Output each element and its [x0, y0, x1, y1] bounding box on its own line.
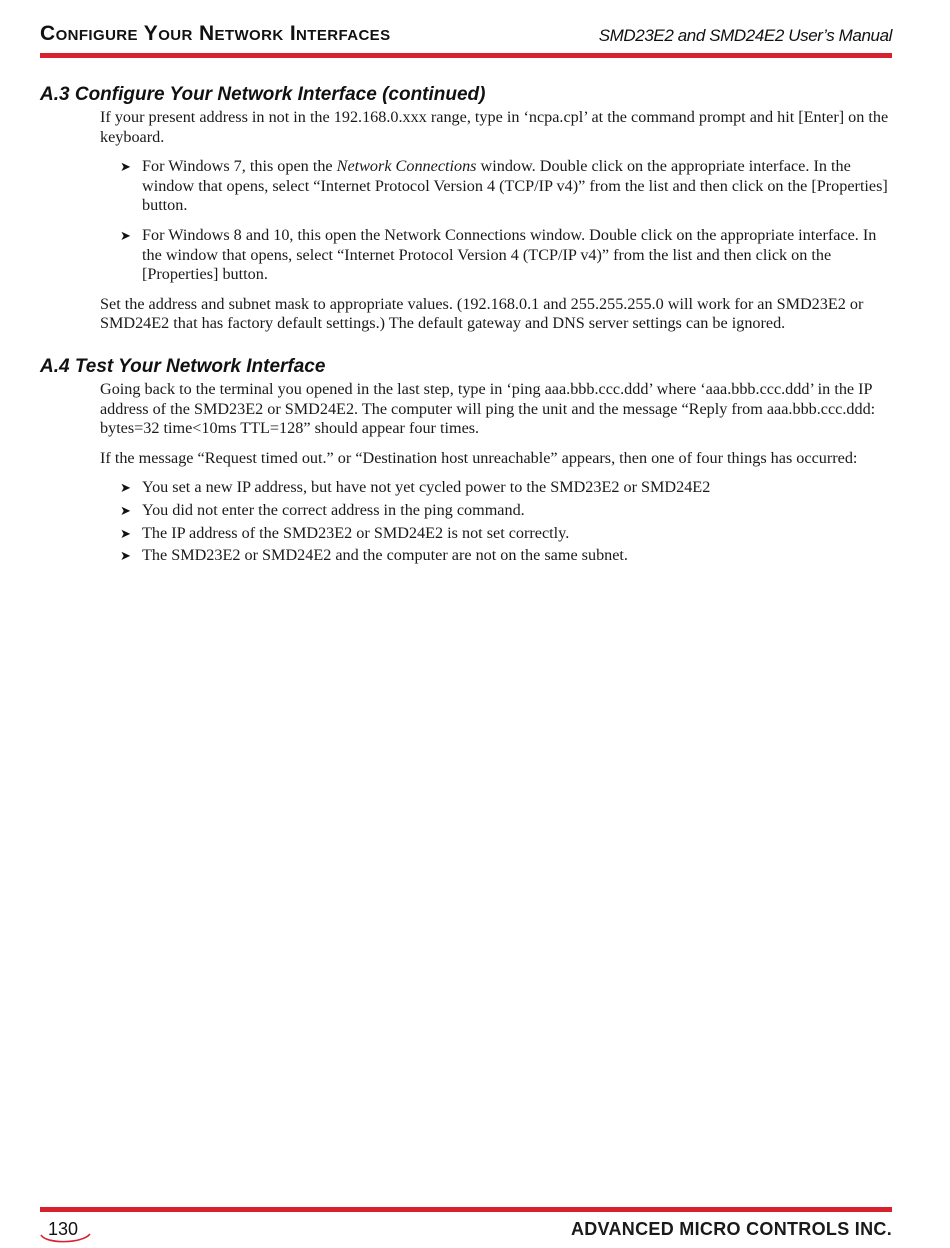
section-a3-heading: A.3 Configure Your Network Interface (continued) — [40, 84, 486, 105]
header-section-title: Configure Your Network Interfaces — [40, 22, 391, 45]
section-a3-body — [100, 108, 892, 334]
arrow-bullet-icon: ➤ — [120, 481, 131, 497]
section-a4-body — [100, 380, 892, 566]
bullet1-before: For Windows 7, this open the — [142, 157, 337, 176]
list-item-text: The SMD23E2 or SMD24E2 and the computer are not on the same subnet. — [142, 546, 628, 565]
section-a3-closing: Set the address and subnet mask to appropriate values. (192.168.0.1 and 255.255.255.0 will work for an SMD23E2 or SMD24E2 that has factory default settings.) The default gateway and DNS server settings can be ignored. — [100, 294, 864, 333]
arrow-bullet-icon: ➤ — [120, 526, 131, 542]
header-manual-title: SMD23E2 and SMD24E2 User’s Manual — [598, 26, 892, 45]
list-item-text: You did not enter the correct address in the ping command. — [142, 500, 525, 519]
section-a4-bullets — [100, 478, 892, 565]
section-a4-heading: A.4 Test Your Network Interface — [40, 355, 326, 377]
section-a4-para2: If the message “Request timed out.” or “Destination host unreachable” appears, then one of four things has occurred: — [100, 448, 858, 467]
arrow-bullet-icon: ➤ — [120, 503, 131, 519]
arrow-bullet-icon: ➤ — [120, 549, 131, 565]
section-gap — [40, 344, 892, 356]
arrow-bullet-icon: ➤ — [120, 160, 131, 176]
bullet1-emphasis: Network Connections — [336, 157, 477, 176]
list-item — [100, 157, 892, 216]
section-a4-para1: Going back to the terminal you opened in the last step, type in ‘ping aaa.bbb.ccc.ddd’ where ‘aaa.bbb.ccc.ddd’ in the IP address of the SMD23E2 or SMD24E2. The computer will ping the unit and the message “Reply from aaa.bbb.ccc.ddd: bytes=32 time<10ms TTL=128” should appear four times. — [100, 379, 876, 438]
list-item — [100, 546, 892, 566]
footer-rule — [40, 1207, 892, 1212]
section-a3-intro: If your present address in not in the 192.168.0.xxx range, type in ‘ncpa.cpl’ at the command prompt and hit [Enter] on the keyboard. — [100, 108, 889, 146]
list-item-text: You set a new IP address, but have not yet cycled power to the SMD23E2 or SMD24E2 — [142, 478, 711, 497]
list-item — [100, 226, 892, 285]
list-item — [100, 478, 892, 498]
footer-company: ADVANCED MICRO CONTROLS INC. — [570, 1219, 892, 1239]
page-content — [40, 84, 892, 576]
section-a3-bullets — [100, 157, 892, 285]
arrow-bullet-icon: ➤ — [120, 228, 131, 244]
list-item-text: The IP address of the SMD23E2 or SMD24E2 is not set correctly. — [142, 523, 570, 542]
bullet2-text: For Windows 8 and 10, this open the Network Connections window. Double click on the appropriate interface. In the window that opens, select “Internet Protocol Version 4 (TCP/IP v4)” from the list and then click on the [Properties] button. — [142, 225, 877, 284]
page-number: 130 — [48, 1219, 79, 1239]
header-rule — [40, 53, 892, 58]
bullet1-after: window. Double click on the appropriate interface. In the window that opens, select “Internet Protocol Version 4 (TCP/IP v4)” from the list and then click on the [Properties] button. — [142, 157, 888, 215]
list-item — [100, 524, 892, 544]
list-item — [100, 501, 892, 521]
